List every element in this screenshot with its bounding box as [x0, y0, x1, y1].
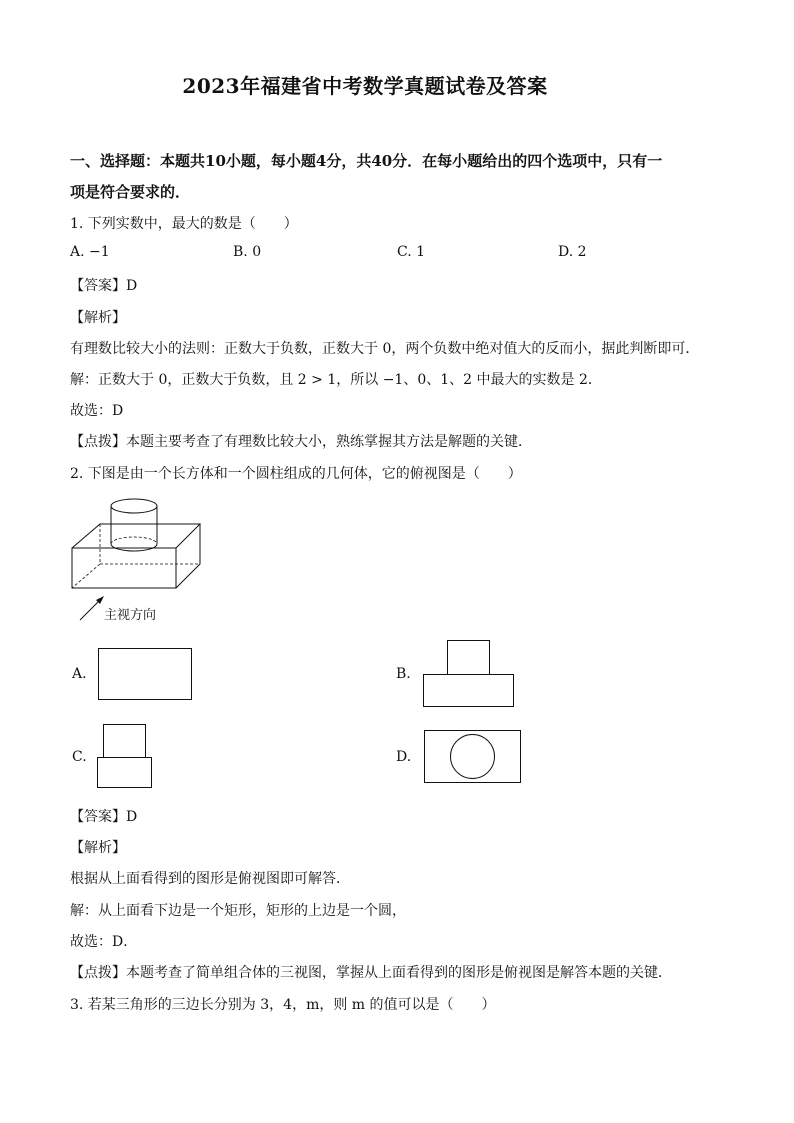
q1-option-a: A. −1: [70, 244, 110, 260]
q1-option-d: D. 2: [558, 244, 587, 260]
q2-option-a-figure: [98, 648, 192, 700]
q1-analysis-label: 【解析】: [70, 310, 126, 326]
q2-solution: 解：从上面看下边是一个矩形，矩形的上边是一个圆，: [70, 903, 406, 919]
q1-answer: 【答案】D: [70, 278, 138, 294]
q2-option-d-label: D.: [396, 749, 412, 765]
q2-option-c-figure: [97, 724, 153, 789]
q3-stem: 3. 若某三角形的三边长分别为 3，4，m，则 m 的值可以是（ ）: [70, 997, 496, 1013]
q2-option-a-label: A.: [72, 666, 87, 682]
q2-option-b-figure: [423, 640, 515, 708]
section-heading-line-1: 一、选择题：本题共10小题，每小题4分，共40分．在每小题给出的四个选项中，只有一: [70, 152, 663, 170]
q2-option-d-figure: [424, 730, 522, 784]
q2-choose: 故选：D．: [70, 934, 138, 950]
q2-analysis-label: 【解析】: [70, 840, 126, 856]
q2-analysis: 根据从上面看得到的图形是俯视图即可解答．: [70, 871, 350, 887]
q1-analysis: 有理数比较大小的法则：正数大于负数，正数大于 0，两个负数中绝对值大的反而小，据此判断即可．: [70, 341, 700, 357]
q1-comment: 【点拨】本题主要考查了有理数比较大小，熟练掌握其方法是解题的关键．: [70, 434, 532, 450]
q2-option-b-label: B.: [396, 666, 411, 682]
q2-stem: 2. 下图是由一个长方体和一个圆柱组成的几何体，它的俯视图是（ ）: [70, 466, 522, 482]
q1-solution: 解：正数大于 0，正数大于负数，且 2 > 1，所以 −1、0、1、2 中最大的实数是 2．: [70, 372, 602, 388]
q2-view-direction-label: 主视方向: [104, 608, 157, 623]
section-heading-line-2: 项是符合要求的．: [70, 183, 191, 201]
q2-comment: 【点拨】本题考查了简单组合体的三视图，掌握从上面看得到的图形是俯视图是解答本题的关键．: [70, 965, 672, 981]
q1-stem: 1. 下列实数中，最大的数是（ ）: [70, 216, 298, 232]
q2-answer: 【答案】D: [70, 809, 138, 825]
q1-choose: 故选：D: [70, 403, 124, 419]
document-title: 2023年福建省中考数学真题试卷及答案: [182, 74, 548, 98]
q2-option-c-label: C.: [72, 749, 87, 765]
q1-option-c: C. 1: [397, 244, 426, 260]
q1-option-b: B. 0: [233, 244, 262, 260]
